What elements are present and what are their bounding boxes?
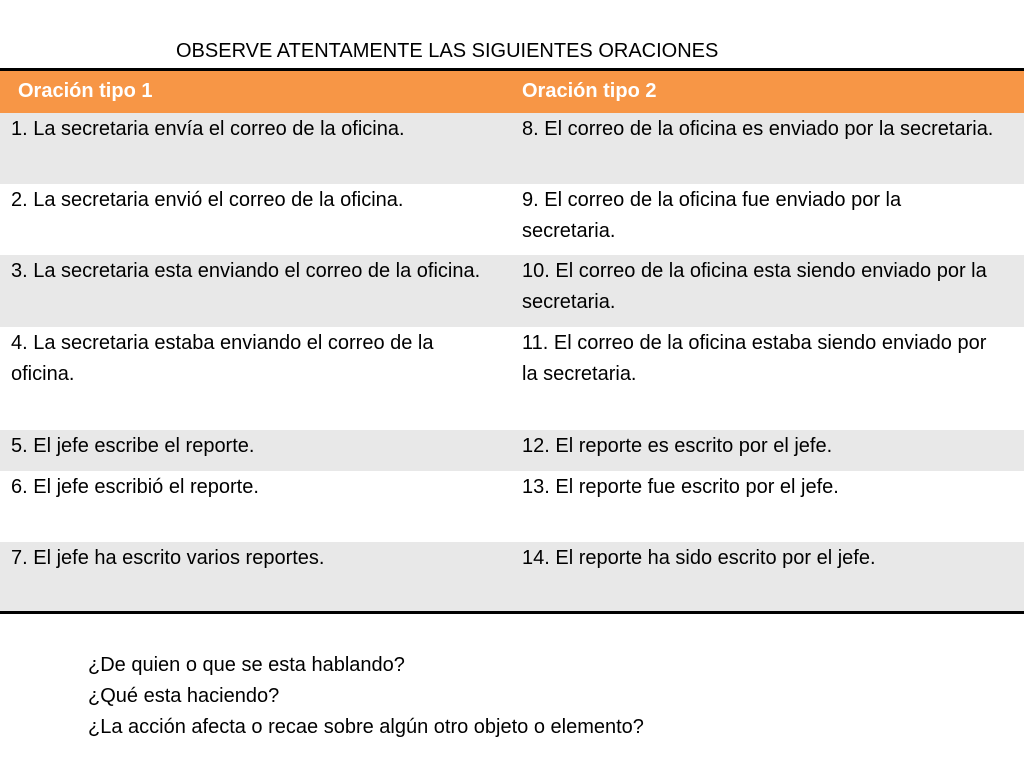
table-row	[0, 327, 1024, 430]
table-row	[0, 113, 1024, 184]
question-action: ¿Qué esta haciendo?	[88, 685, 280, 707]
passive-sentence-cell: 8. El correo de la oficina es enviado por la secretaria.	[522, 117, 994, 140]
header-sentence-type-1: Oración tipo 1	[18, 80, 153, 103]
passive-sentence-cell: 9. El correo de la oficina fue enviado por la secretaria.	[522, 188, 902, 242]
active-sentence-cell: 1. La secretaria envía el correo de la oficina.	[11, 117, 405, 140]
passive-sentence-cell: 10. El correo de la oficina esta siendo enviado por la secretaria.	[522, 259, 987, 313]
passive-sentence-cell: 13. El reporte fue escrito por el jefe.	[522, 475, 839, 498]
table-row	[0, 184, 1024, 255]
active-sentence-cell: 3. La secretaria esta enviando el correo de la oficina.	[11, 259, 481, 282]
passive-sentence-cell: 14. El reporte ha sido escrito por el jefe.	[522, 546, 876, 569]
table-row	[0, 542, 1024, 613]
passive-sentence-cell: 12. El reporte es escrito por el jefe.	[522, 434, 833, 457]
table-row	[0, 430, 1024, 471]
table-header-row	[0, 70, 1024, 113]
sentence-table	[0, 68, 1024, 614]
slide-title: OBSERVE ATENTAMENTE LAS SIGUIENTES ORACIONES	[176, 40, 719, 62]
active-sentence-cell: 5. El jefe escribe el reporte.	[11, 434, 255, 457]
active-sentence-cell: 2. La secretaria envió el correo de la oficina.	[11, 188, 404, 211]
active-sentence-cell: 6. El jefe escribió el reporte.	[11, 475, 259, 498]
guiding-questions	[88, 650, 644, 743]
table-row	[0, 255, 1024, 327]
passive-sentence-cell: 11. El correo de la oficina estaba siendo enviado por la secretaria.	[522, 331, 987, 385]
question-object: ¿La acción afecta o recae sobre algún otro objeto o elemento?	[88, 716, 644, 738]
question-subject: ¿De quien o que se esta hablando?	[88, 654, 405, 676]
active-sentence-cell: 4. La secretaria estaba enviando el correo de la oficina.	[11, 331, 434, 385]
table-row	[0, 471, 1024, 542]
header-sentence-type-2: Oración tipo 2	[522, 80, 657, 103]
active-sentence-cell: 7. El jefe ha escrito varios reportes.	[11, 546, 325, 569]
